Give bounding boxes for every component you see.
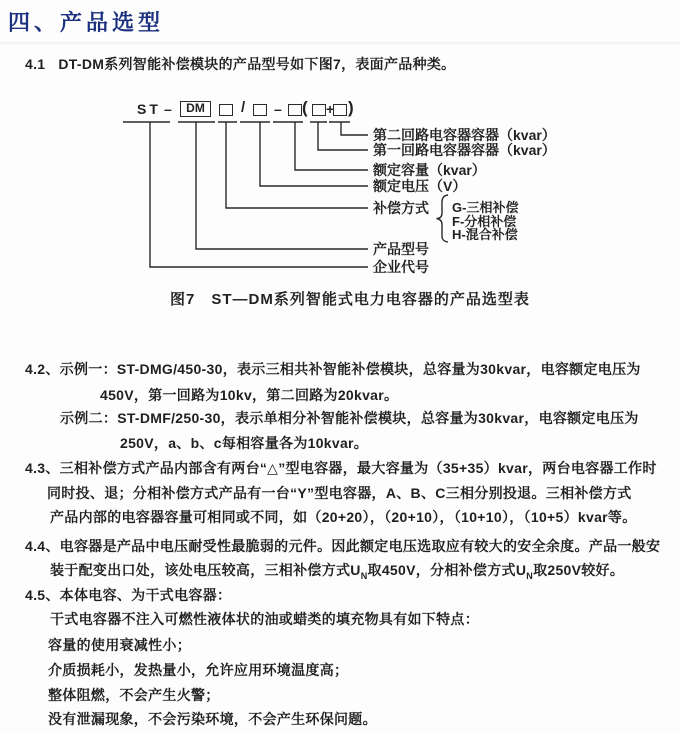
label-mode-h: H-混合补偿 [452, 227, 518, 242]
label-comp-mode: 补偿方式 [373, 200, 429, 216]
section-text: 三相补偿方式产品内部含有两台“△”型电容器，最大容量为（35+35）kvar，两台电容器工作时 [59, 460, 657, 476]
blank-box-voltage [253, 104, 267, 116]
section-4-2-line3: 示例二：ST-DMF/250-30，表示单相分补智能补偿模块，总容量为30kvar，电容额定电压为 [60, 410, 639, 426]
section-number: 4.3、 [25, 460, 60, 476]
label-company-code: 企业代号 [373, 259, 429, 275]
feature-item: 容量的使用衰减性小； [48, 637, 191, 653]
section-4-2-line1 [25, 362, 641, 377]
section-4-3-line3: 产品内部的电容器容量可相同或不同，如（20+20），（20+10），（10+10），（10+5）kvar等。 [50, 509, 637, 525]
section-4-4-line1 [25, 539, 660, 554]
section-text: DT-DM系列智能补偿模块的产品型号如下图7，表面产品种类。 [58, 56, 456, 72]
section-4-5-line1 [25, 588, 231, 603]
un-subscript: N [526, 570, 534, 581]
feature-item: 介质损耗小，发热量小，允许应用环境温度高； [48, 662, 349, 678]
blank-box-capacity [288, 104, 302, 116]
section-text: 本体电容、为干式电容器： [59, 587, 232, 603]
section-number: 4.5、 [25, 587, 60, 603]
blank-box-circuit2 [333, 104, 347, 116]
section-text: 装于配变出口处，该处电压较高，三相补偿方式U [50, 562, 361, 578]
section-4-2-line2: 450V，第一回路为10kv，第二回路为20kvar。 [100, 387, 399, 403]
section-number: 4.1 [25, 56, 46, 72]
formula-paren-open: ( [302, 98, 308, 117]
label-mode-g: G-三相补偿 [452, 200, 519, 215]
section-number: 4.2、 [25, 361, 60, 377]
label-product-model: 产品型号 [373, 241, 429, 257]
section-4-3-line2: 同时投、退；分相补偿方式产品有一台“Y”型电容器，A、B、C三相分别投退。三相补偿方式 [47, 485, 632, 501]
section-4-2-line4: 250V，a、b、c每相容量各为10kvar。 [120, 435, 369, 451]
feature-item: 没有泄漏现象，不会污染环境，不会产生环保问题。 [48, 711, 377, 727]
label-first-circuit: 第一回路电容器容器（kvar） [373, 142, 556, 158]
figure-caption: 图7 ST—DM系列智能式电力电容器的产品选型表 [170, 291, 530, 308]
section-4-4-line2 [50, 563, 624, 584]
section-4-1 [25, 57, 455, 72]
formula-dash1: – [164, 101, 172, 117]
model-code-box: DM [180, 101, 211, 117]
title-divider [0, 42, 680, 45]
formula-plus: + [326, 101, 335, 117]
formula-slash: / [241, 99, 246, 116]
section-text: 取450V，分相补偿方式U [367, 562, 527, 578]
blank-box-comp-mode [219, 104, 233, 116]
un-subscript: N [360, 570, 368, 581]
section-text: 电容器是产品中电压耐受性最脆弱的元件。因此额定电压选取应有较大的安全余度。产品一般安 [59, 538, 661, 554]
page-title: 四、产品选型 [8, 10, 165, 35]
formula-dash2: – [274, 101, 282, 117]
section-number: 4.4、 [25, 538, 60, 554]
blank-box-circuit1 [312, 104, 326, 116]
label-rated-capacity: 额定容量（kvar） [373, 162, 486, 178]
label-mode-f: F-分相补偿 [452, 213, 517, 229]
diagram-connector-lines [0, 95, 680, 310]
formula-paren-close: ) [348, 98, 354, 117]
figure7-model-diagram [0, 95, 680, 310]
formula-prefix: ST [137, 101, 161, 117]
section-4-3-line1 [25, 461, 657, 476]
label-rated-voltage: 额定电压（V） [373, 178, 467, 194]
section-text: 取250V较好。 [533, 562, 625, 578]
section-text: 示例一：ST-DMG/450-30，表示三相共补智能补偿模块，总容量为30kvar，电容额定电压为 [59, 361, 641, 377]
section-4-5-line2: 干式电容器不注入可燃性液体状的油或蜡类的填充物具有如下特点： [50, 611, 479, 627]
feature-item: 整体阻燃，不会产生火警； [48, 687, 220, 703]
label-second-circuit: 第二回路电容器容器（kvar） [373, 127, 556, 143]
